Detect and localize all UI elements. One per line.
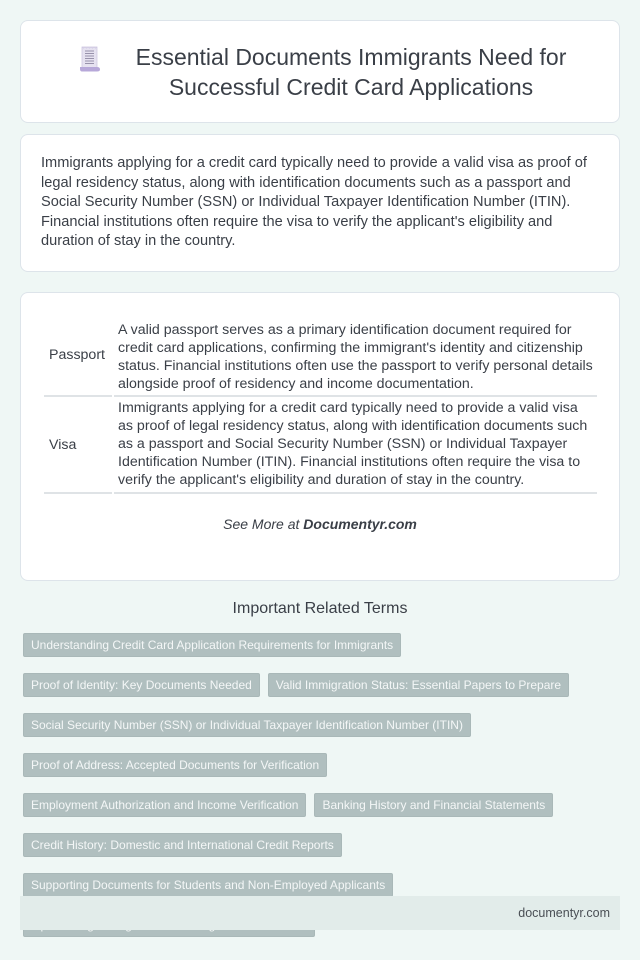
see-more-line [42,516,598,532]
related-term-tag[interactable]: Supporting Documents for Students and Non-Employed Applicants [23,873,393,897]
documents-card [20,292,620,581]
related-term-tag[interactable]: Banking History and Financial Statements [314,793,553,817]
description-cell: Immigrants applying for a credit card typically need to provide a valid visa as proof of legal residency status, along with identification documents such as a passport and Social Security Number (SSN) or Individual Taxpayer Identification Number (ITIN). Financial institutions often require the visa to verify the applicant's eligibility and duration of stay in the country. [114,397,597,494]
related-term-tag[interactable]: Employment Authorization and Income Verification [23,793,306,817]
related-term-tag[interactable]: Understanding Credit Card Application Requirements for Immigrants [23,633,401,657]
title-card [20,20,620,123]
description-cell: A valid passport serves as a primary identification document required for credit card applications, confirming the immigrant's identity and citizenship status. Financial institutions often use the passport to verify personal details alongside proof of residency and income documentation. [114,315,597,397]
table-row [44,397,597,494]
related-term-tag[interactable]: Proof of Identity: Key Documents Needed [23,673,260,697]
see-more-link[interactable]: Documentyr.com [303,516,417,532]
footer [20,896,620,930]
related-term-tag[interactable]: Valid Immigration Status: Essential Papers to Prepare [268,673,569,697]
related-term-tag[interactable]: Credit History: Domestic and International Credit Reports [23,833,342,857]
footer-site-link[interactable]: documentyr.com [518,906,610,920]
intro-card [20,134,620,272]
term-cell: Visa [44,397,112,494]
intro-text: Immigrants applying for a credit card typically need to provide a valid visa as proof of legal residency status, along with identification documents such as a passport and Social Security Number (SSN) or Individual Taxpayer Identification Number (ITIN). Financial institutions often require the visa to verify the applicant's eligibility and duration of stay in the country. [41,155,587,249]
related-term-tag[interactable]: Proof of Address: Accepted Documents for Verification [23,753,327,777]
receipt-icon [79,46,101,72]
documents-table [42,315,599,494]
term-cell: Passport [44,315,112,397]
related-terms-list [23,633,603,937]
table-row [44,315,597,397]
title-wrap [69,42,571,102]
related-terms-heading: Important Related Terms [232,600,408,617]
related-term-tag[interactable]: Social Security Number (SSN) or Individual Taxpayer Identification Number (ITIN) [23,713,471,737]
page-title: Essential Documents Immigrants Need for Successful Credit Card Applications [135,43,567,100]
see-more-prefix: See More at [223,516,300,532]
